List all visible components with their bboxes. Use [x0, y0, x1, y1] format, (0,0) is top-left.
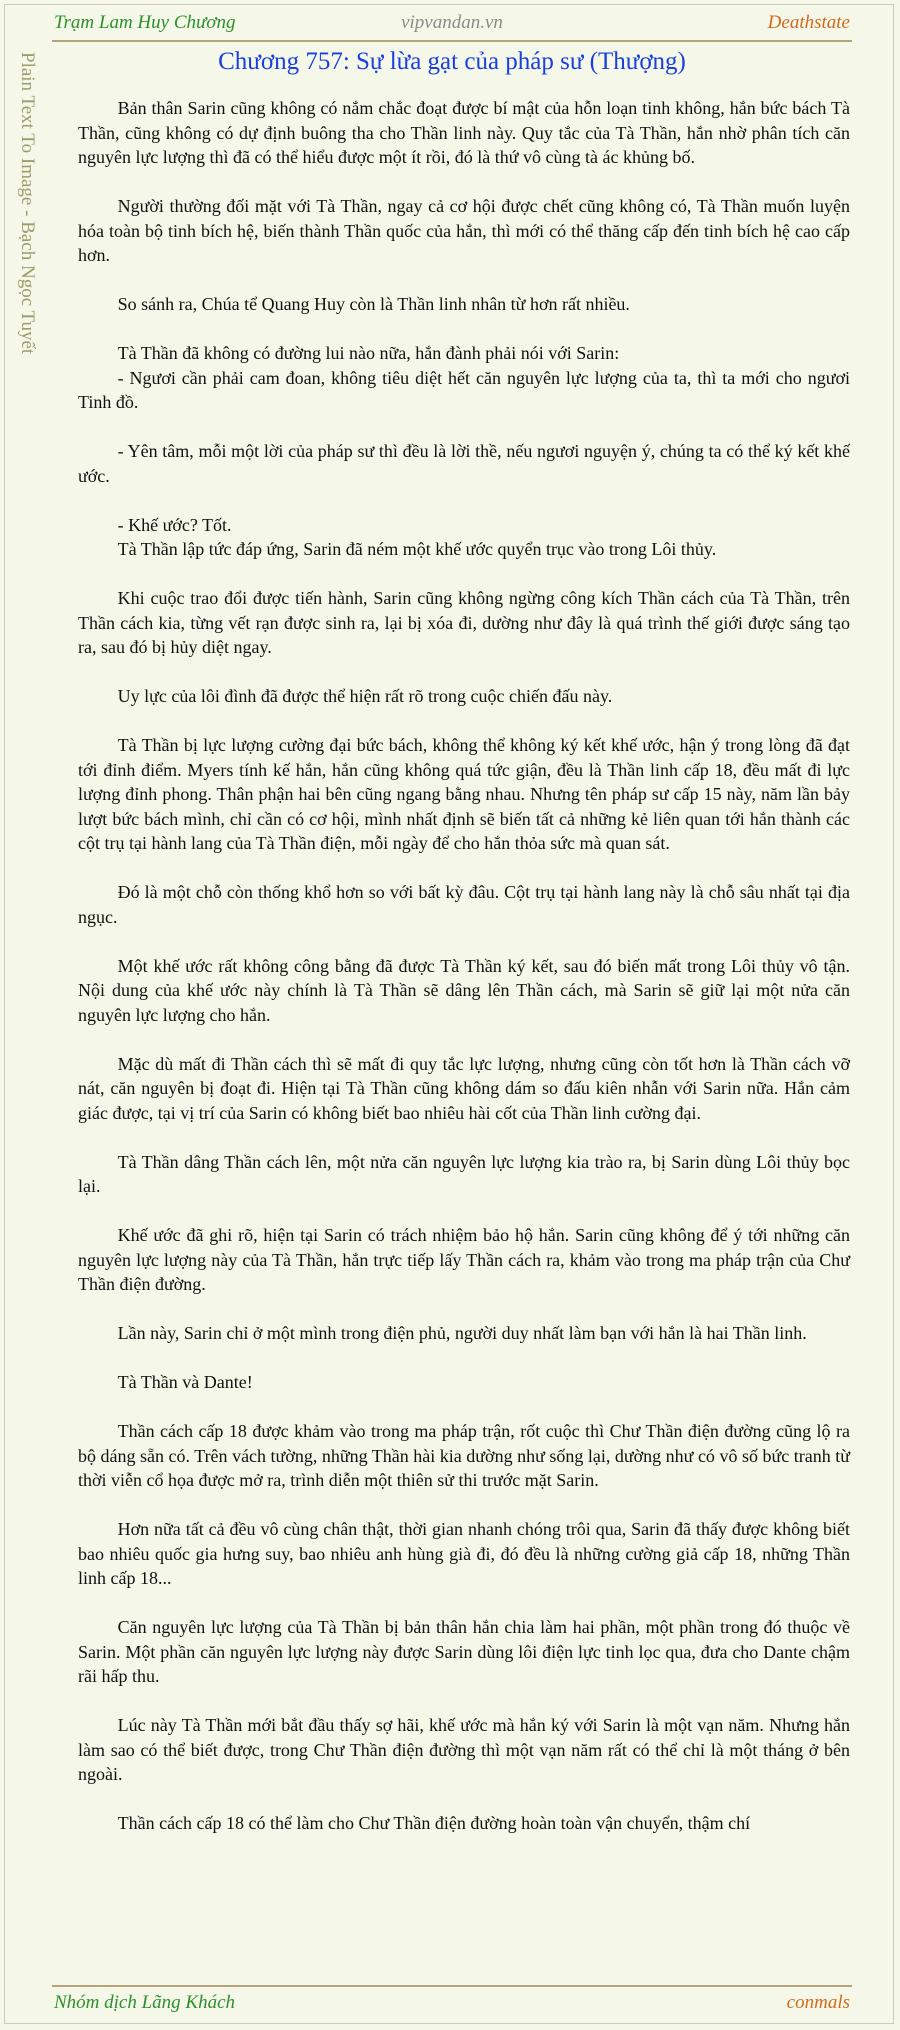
paragraph: Thần cách cấp 18 được khảm vào trong ma pháp trận, rốt cuộc thì Chư Thần điện đường cũng lộ ra bộ dáng sẵn có. Trên vách tường, những Thần hài kia dường như sống lại, dường như có vô số bức tranh từ thời viễn cổ họa được mở ra, trình diễn một thiên sử thi trước mặt Sarin. [78, 1421, 850, 1490]
paragraph: So sánh ra, Chúa tể Quang Huy còn là Thần linh nhân từ hơn rất nhiều. [117, 294, 630, 314]
page-header [52, 12, 852, 36]
footer-divider [52, 1985, 852, 1987]
header-divider [52, 40, 852, 42]
paragraph: Người thường đối mặt với Tà Thần, ngay cả cơ hội được chết cũng không có, Tà Thần muốn luyện hóa toàn bộ tinh bích hệ, biến thành Thần quốc của hắn, thì mới có thể thăng cấp đến tinh bích hệ cao cấp hơn. [78, 196, 850, 265]
paragraph: Lúc này Tà Thần mới bắt đầu thấy sợ hãi, khế ước mà hắn ký với Sarin là một vạn năm. Nhưng hắn làm sao có thể biết được, trong Chư Thần điện đường thì một vạn năm rất có thể chỉ là một tháng ở bên ngoài. [78, 1715, 850, 1784]
paragraph: Khế ước đã ghi rõ, hiện tại Sarin có trách nhiệm bảo hộ hắn. Sarin cũng không để ý tới những căn nguyên lực lượng này của Tà Thần, hắn trực tiếp lấy Thần cách ra, khảm vào trong ma pháp trận của Chư Thần điện đường. [78, 1225, 850, 1294]
paragraph: Đó là một chỗ còn thống khổ hơn so với bất kỳ đâu. Cột trụ tại hành lang này là chỗ sâu nhất tại địa ngục. [78, 882, 850, 927]
paragraph: Hơn nữa tất cả đều vô cùng chân thật, thời gian nhanh chóng trôi qua, Sarin đã thấy được không biết bao nhiêu quốc gia hưng suy, bao nhiêu anh hùng già đi, đó đều là những cường giả cấp 18, những Thần linh cấp 18... [78, 1519, 850, 1588]
paragraph: Tà Thần và Dante! [117, 1372, 253, 1392]
chapter-title: Chương 757: Sự lừa gạt của pháp sư (Thượng) [218, 48, 686, 75]
chapter-body [78, 96, 850, 1836]
paragraph: Căn nguyên lực lượng của Tà Thần bị bản thân hắn chia làm hai phần, một phần trong đó thuộc về Sarin. Một phần căn nguyên lực lượng này được Sarin dùng lôi điện lực tinh lọc qua, đưa cho Dante chậm rãi hấp thu. [78, 1617, 850, 1686]
paragraph: Tà Thần lập tức đáp ứng, Sarin đã ném một khế ước quyển trục vào trong Lôi thủy. [117, 539, 717, 559]
footer-editor: conmals [786, 1992, 850, 2013]
header-author: Deathstate [767, 12, 850, 33]
side-watermark-text: Plain Text To Image - Bạch Ngọc Tuyết [17, 52, 38, 355]
paragraph: Mặc dù mất đi Thần cách thì sẽ mất đi quy tắc lực lượng, nhưng cũng còn tốt hơn là Thần cách vỡ nát, căn nguyên bị đoạt đi. Hiện tại Tà Thần cũng không dám so đấu kiên nhẫn với Sarin nữa. Hắn cảm giác được, tại vị trí của Sarin có không biết bao nhiêu hài cốt của Thần linh cường đại. [78, 1053, 850, 1123]
footer-translator-group: Nhóm dịch Lãng Khách [54, 1992, 236, 2013]
paragraph: - Yên tâm, mỗi một lời của pháp sư thì đều là lời thề, nếu ngươi nguyện ý, chúng ta có thể ký kết khế ước. [78, 441, 850, 486]
paragraph: Tà Thần dâng Thần cách lên, một nửa căn nguyên lực lượng kia trào ra, bị Sarin dùng Lôi thủy bọc lại. [78, 1151, 850, 1196]
paragraph: Bản thân Sarin cũng không có nắm chắc đoạt được bí mật của hỗn loạn tinh không, hắn bức bách Tà Thần, cũng không có dự định buông tha cho Thần linh này. Quy tắc của Tà Thần, hắn nhờ phân tích căn nguyên lực lượng thì đã có thể hiểu được một ít rồi, đó là thứ vô cùng tà ác khủng bố. [78, 98, 850, 167]
paragraph: Tà Thần bị lực lượng cường đại bức bách, không thể không ký kết khế ước, hận ý trong lòng đã đạt tới đỉnh điểm. Myers tính kế hắn, hắn cũng không quá tức giận, đều là Thần linh cấp 18, đều mất đi lực lượng đỉnh phong. Thân phận hai bên cũng ngang bằng nhau. Nhưng tên pháp sư cấp 15 này, năm lần bảy lượt bức bách mình, chỉ cần có cơ hội, mình nhất định sẽ biến tất cả những kẻ liên quan tới hắn thành các cột trụ tại hành lang của Tà Thần điện, mỗi ngày để cho hắn thỏa sức mà quan sát. [78, 735, 850, 853]
paragraph: Lần này, Sarin chỉ ở một mình trong điện phủ, người duy nhất làm bạn với hắn là hai Thần linh. [117, 1323, 807, 1343]
page-footer [52, 1992, 852, 2018]
paragraph: - Khế ước? Tốt. [117, 514, 232, 535]
paragraph: - Ngươi cần phải cam đoan, không tiêu diệt hết căn nguyên lực lượng của ta, thì ta mới cho ngươi Tinh đồ. [78, 367, 850, 412]
header-website: vipvandan.vn [401, 12, 503, 33]
paragraph: Khi cuộc trao đổi được tiến hành, Sarin cũng không ngừng công kích Thần cách của Tà Thần, trên Thần cách kia, từng vết rạn được sinh ra, lại bị xóa đi, dường như đây là quá trình thế giới được sáng tạo ra, sau đó bị hủy diệt ngay. [78, 588, 850, 657]
paragraph: Một khế ước rất không công bằng đã được Tà Thần ký kết, sau đó biến mất trong Lôi thủy vô tận. Nội dung của khế ước này chính là Tà Thần sẽ dâng lên Thần cách, mà Sarin sẽ giữ lại một nửa căn nguyên lực lượng cho hắn. [78, 955, 850, 1025]
paragraph: Thần cách cấp 18 có thể làm cho Chư Thần điện đường hoàn toàn vận chuyển, thậm chí [117, 1813, 751, 1833]
paragraph: Tà Thần đã không có đường lui nào nữa, hắn đành phải nói với Sarin: [117, 343, 620, 363]
paragraph: Uy lực của lôi đình đã được thể hiện rất rõ trong cuộc chiến đấu này. [117, 686, 613, 706]
header-site-name: Trạm Lam Huy Chương [54, 12, 236, 33]
